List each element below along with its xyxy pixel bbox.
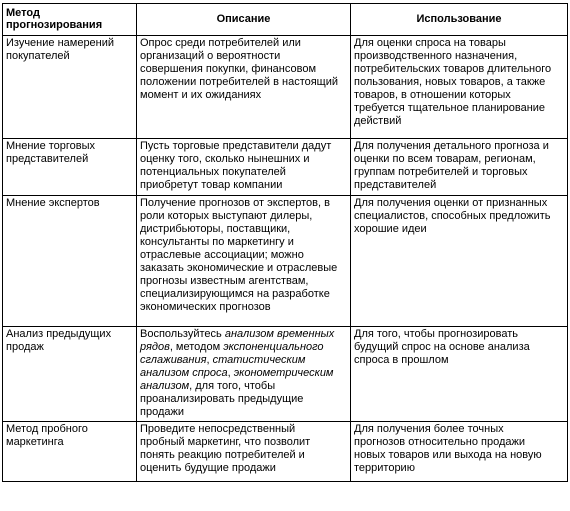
method-cell: Изучение намерений покупателей — [3, 36, 137, 139]
description-segment: Проведите непосредственный пробный маркетинг, что позволит понять реакцию потребителей и оценить будущие продажи — [140, 423, 311, 474]
method-cell: Метод пробного маркетинга — [3, 422, 137, 482]
usage-cell: Для оценки спроса на товары производственного назначения, потребительских товаров длительного пользования, новых товаров, а также товаров, в отношении которых требуется тщательное планирование действий — [351, 36, 568, 139]
header-description: Описание — [137, 4, 351, 36]
description-term-italic: экспоненциального сглаживания — [140, 341, 324, 366]
description-cell — [137, 327, 351, 422]
description-segment: Опрос среди потребителей или организаций о вероятности совершения покупки, финансовом положении потребителей в настоящий момент и их ожиданиях — [140, 37, 339, 101]
usage-cell: Для получения детального прогноза и оценки по всем товарам, регионам, группам потребителей и торговых представителей — [351, 139, 568, 196]
description-cell — [137, 422, 351, 482]
description-segment: Получение прогнозов от экспертов, в роли которых выступают дилеры, дистрибьюторы, поставщики, консультанты по маркетингу и отраслевые ассоциации; можно заказать экономические и отраслевые прогнозы известным агентствам, специализирующимся на разработке экономических прогнозов — [140, 197, 338, 313]
header-row — [3, 4, 568, 36]
table-row — [3, 196, 568, 327]
table-row — [3, 327, 568, 422]
usage-cell: Для того, чтобы прогнозировать будущий спрос на основе анализа спроса в прошлом — [351, 327, 568, 422]
header-method: Метод прогнозирования — [3, 4, 137, 36]
description-segment: , методом — [169, 341, 224, 353]
description-term-italic: анализом временных рядов — [140, 328, 335, 353]
table-row — [3, 422, 568, 482]
usage-cell: Для получения более точных прогнозов относительно продажи новых товаров или выхода на новую территорию — [351, 422, 568, 482]
description-segment: , для того, чтобы проанализировать предыдущие продажи — [140, 380, 304, 418]
table-row — [3, 36, 568, 139]
description-segment: , — [227, 367, 234, 379]
description-cell — [137, 139, 351, 196]
forecasting-methods-table — [2, 3, 568, 482]
header-usage: Использование — [351, 4, 568, 36]
usage-cell: Для получения оценки от признанных специалистов, способных предложить хорошие идеи — [351, 196, 568, 327]
description-term-italic: эконометрическим анализом — [140, 367, 334, 392]
method-cell: Мнение экспертов — [3, 196, 137, 327]
description-cell — [137, 196, 351, 327]
description-term-italic: статистическим анализом спроса — [140, 354, 306, 379]
method-cell: Мнение торговых представителей — [3, 139, 137, 196]
table-row — [3, 139, 568, 196]
method-cell: Анализ предыдущих продаж — [3, 327, 137, 422]
description-segment: , — [206, 354, 213, 366]
description-cell — [137, 36, 351, 139]
description-segment: Пусть торговые представители дадут оценку того, сколько нынешних и потенциальных покупателей приобретут товар компании — [140, 140, 332, 191]
description-segment: Воспользуйтесь — [140, 328, 225, 340]
